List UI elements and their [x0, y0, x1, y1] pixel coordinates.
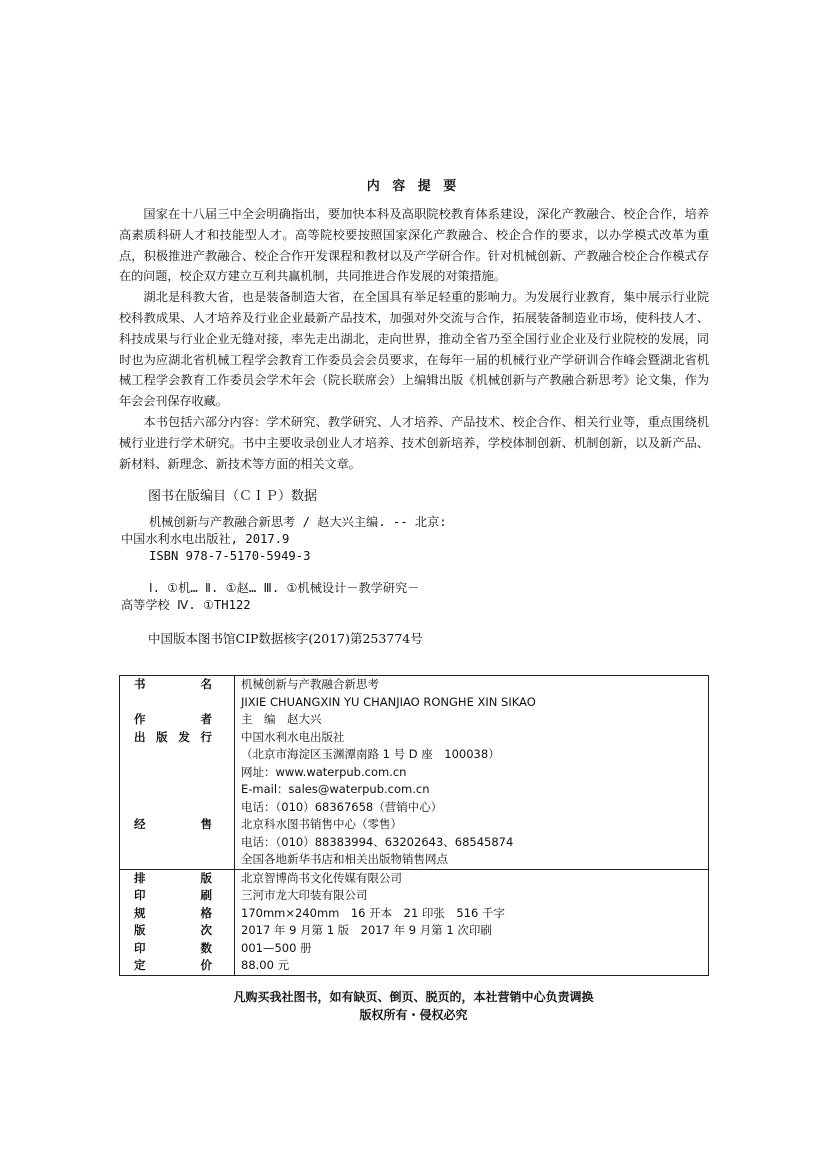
row-edition — [120, 922, 709, 940]
author: 主 编 赵大兴 — [241, 712, 322, 726]
label-price: 定 价 — [120, 957, 235, 975]
row-spec — [120, 905, 709, 923]
row-copies — [120, 940, 709, 958]
publisher-phone: 电话：（010）68367658（营销中心） — [241, 799, 443, 814]
row-book-name — [120, 676, 709, 712]
label-author: 作 者 — [120, 711, 235, 729]
cip-line-classification-cont: 高等学校 Ⅳ. ①TH122 — [121, 598, 251, 612]
summary-paragraph-1: 国家在十八届三中全会明确指出，要加快本科及高职院校教育体系建设，深化产教融合、校企合作，培养高素质科研人才和技能型人才。高等院校要按照国家深化产教融合、校企合作的要求，以办学模式改革为重点，积极推进产教融合、校企合作开发课程和教材以及产学研合作。针对机械创新、产教融合校企合作模式存在的问题，校企双方建立互利共赢机制，共同推进合作发展的对策措施。 — [119, 207, 709, 284]
publisher-address: （北京市海淀区玉渊潭南路 1 号 D 座 100038） — [241, 747, 500, 761]
row-sales — [120, 816, 709, 869]
row-publisher — [120, 729, 709, 817]
label-edition: 版 次 — [120, 922, 235, 940]
label-publisher: 出版发行 — [120, 729, 235, 817]
label-book-name: 书 名 — [120, 676, 235, 712]
row-price — [120, 957, 709, 975]
printer: 三河市龙大印装有限公司 — [241, 888, 368, 902]
book-name-pinyin: JIXIE CHUANGXIN YU CHANJIAO RONGHE XIN SIKAO — [241, 694, 536, 709]
label-spec: 规 格 — [120, 905, 235, 923]
cip-title: 图书在版编目（ＣＩＰ）数据 — [148, 489, 318, 504]
book-name: 机械创新与产教融合新思考 — [241, 677, 379, 691]
footer-notice: 凡购买我社图书，如有缺页、倒页、脱页的，本社营销中心负责调换 — [233, 990, 594, 1004]
label-sales: 经 售 — [120, 816, 235, 869]
label-copies: 印 数 — [120, 940, 235, 958]
publication-info-table — [119, 675, 709, 976]
footer-copyright: 版权所有・侵权必究 — [359, 1008, 468, 1022]
cip-line-publisher: 中国水利水电出版社, 2017.9 — [121, 532, 290, 546]
publisher-email: E-mail：sales@waterpub.com.cn — [241, 782, 430, 796]
cip-line-isbn: ISBN 978-7-5170-5949-3 — [149, 549, 311, 563]
publisher-website: 网址：www.waterpub.com.cn — [241, 764, 407, 779]
typeset: 北京智博尚书文化传媒有限公司 — [235, 869, 709, 887]
copies: 001—500 册 — [241, 940, 312, 955]
cip-line-title: 机械创新与产教融合新思考 / 赵大兴主编. -- 北京: — [149, 515, 447, 529]
cip-record — [121, 514, 621, 565]
summary-body — [119, 204, 709, 474]
cip-classification — [121, 580, 621, 614]
row-author — [120, 711, 709, 729]
seller-phone: 电话：（010）88383994、63202643、68545874 — [241, 834, 514, 849]
summary-paragraph-2: 湖北是科教大省，也是装备制造大省，在全国具有举足轻重的影响力。为发展行业教育，集中展示行业院校科教成果、人才培养及行业企业最新产品技术，加强对外交流与合作，拓展装备制造业市场，使科技人才、科技成果与行业企业无缝对接，率先走出湖北，走向世界，推动全省乃至全国行业企业及行业院校的发展，同时也为应湖北省机械工程学会教育工作委员会会员要求，在每年一届的机械行业产学研训合作峰会暨湖北省机械工程学会教育工作委员会学术年会（院长联席会）上编辑出版《机械创新与产教融合新思考》论文集，作为年会会刊保存收藏。 — [119, 290, 709, 409]
row-print — [120, 887, 709, 905]
label-typeset: 排 版 — [120, 869, 235, 887]
summary-paragraph-3: 本书包括六部分内容：学术研究、教学研究、人才培养、产品技术、校企合作、相关行业等，重点围绕机械行业进行学术研究。书中主要收录创业人才培养、技术创新培养，学校体制创新、机制创新，以及新产品、新材料、新理念、新技术等方面的相关文章。 — [119, 414, 709, 471]
price: 88.00 元 — [241, 958, 290, 972]
seller-network: 全国各地新华书店和相关出版物销售网点 — [241, 852, 448, 866]
publisher: 中国水利水电出版社 — [241, 729, 345, 744]
row-typeset — [120, 869, 709, 887]
summary-title: 内 容 提 要 — [366, 179, 461, 194]
spec: 170mm×240mm 16 开本 21 印张 516 千字 — [241, 905, 506, 920]
seller: 北京科水图书销售中心（零售） — [241, 817, 402, 831]
edition: 2017 年 9 月第 1 版 2017 年 9 月第 1 次印刷 — [241, 923, 492, 937]
cip-record-number: 中国版本图书馆CIP数据核字(2017)第253774号 — [148, 631, 423, 646]
label-print: 印 刷 — [120, 887, 235, 905]
cip-line-classification: Ⅰ. ①机… Ⅱ. ①赵… Ⅲ. ①机械设计－教学研究－ — [149, 581, 420, 595]
